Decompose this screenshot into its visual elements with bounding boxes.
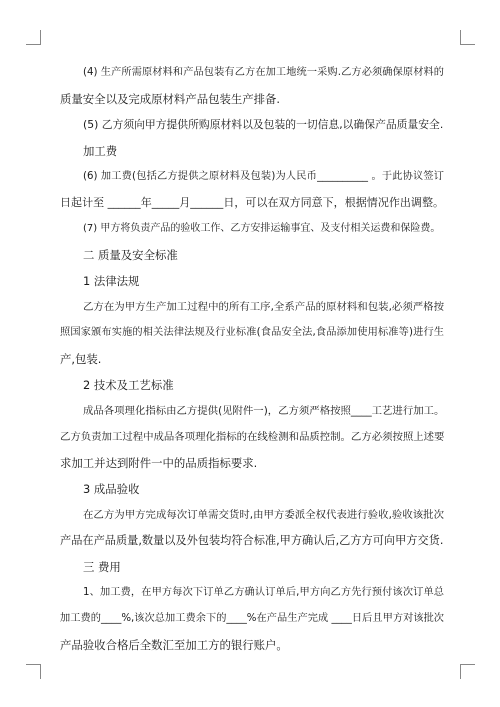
para-tech-line-1: 成品各项理化指标由乙方提供(见附件一)，乙方须严格按照____工艺进行加工。	[83, 405, 445, 417]
crop-mark-top-left	[26, 30, 41, 45]
para-laws-line-3: 产,包装.	[60, 352, 102, 366]
heading-processing-fee: 加工费	[83, 144, 118, 158]
para-7: (7) 甲方将负责产品的验收工作、乙方安排运输事宜、及支付相关运费和保险费。	[83, 223, 441, 234]
para-fee-line-2: 加工费的____%,该次总加工费余下的____%在产品生产完成 ____日后且甲方对该批次	[60, 613, 444, 624]
heading-tech-standards: 2 技术及工艺标准	[83, 378, 174, 392]
para-acceptance-line-1: 在乙方为甲方完成每次订单需交货时,由甲方委派全权代表进行验收,验收该批次	[83, 509, 444, 521]
para-tech-line-3: 求加工并达到附件一中的品质指标要求.	[60, 456, 258, 470]
para-4-line-2: 质量安全以及完成原材料产品包装生产排备.	[60, 92, 281, 106]
heading-laws: 1 法律法规	[83, 274, 140, 288]
para-6-line-2: 日起计至 ______年_____月______日，可以在双方同意下，根据情况作出调整。	[60, 196, 444, 209]
heading-fees: 三 费用	[83, 560, 121, 574]
para-laws-line-1: 乙方在为甲方生产加工过程中的所有工序,全系产品的原材料和包装,必须严格按	[83, 301, 444, 313]
heading-quality-safety: 二 质量及安全标准	[83, 248, 178, 262]
para-4-line-1: (4) 生产所需原材料和产品包装有乙方在加工地统一采购.乙方必须确保原材料的	[83, 67, 444, 78]
para-fee-line-1: 1、加工费，在甲方每次下订单乙方确认订单后,甲方向乙方先行预付该次订单总	[83, 587, 444, 598]
para-6-line-1: (6) 加工费(包括乙方提供之原材料及包装)为人民币__________ 。于此协议签订	[83, 171, 444, 182]
para-5: (5) 乙方须向甲方提供所购原材料以及包装的一切信息,以确保产品质量安全.	[83, 118, 444, 131]
para-laws-line-2: 照国家颁布实施的相关法律法规及行业标准(食品安全法,食品添加使用标准等)进行生	[60, 327, 444, 338]
crop-mark-top-right	[460, 30, 475, 45]
para-tech-line-2: 乙方负责加工过程中成品各项理化指标的在线检测和品质控制。乙方必须按照上述要	[60, 431, 445, 443]
crop-mark-bottom-left	[26, 664, 41, 679]
heading-acceptance: 3 成品验收	[83, 482, 140, 496]
crop-mark-bottom-right	[460, 664, 475, 679]
para-acceptance-line-2: 产品在产品质量,数量以及外包装均符合标准,甲方确认后,乙方方可向甲方交货.	[60, 534, 444, 547]
para-fee-line-3: 产品验收合格后全数汇至加工方的银行账户。	[60, 638, 288, 652]
